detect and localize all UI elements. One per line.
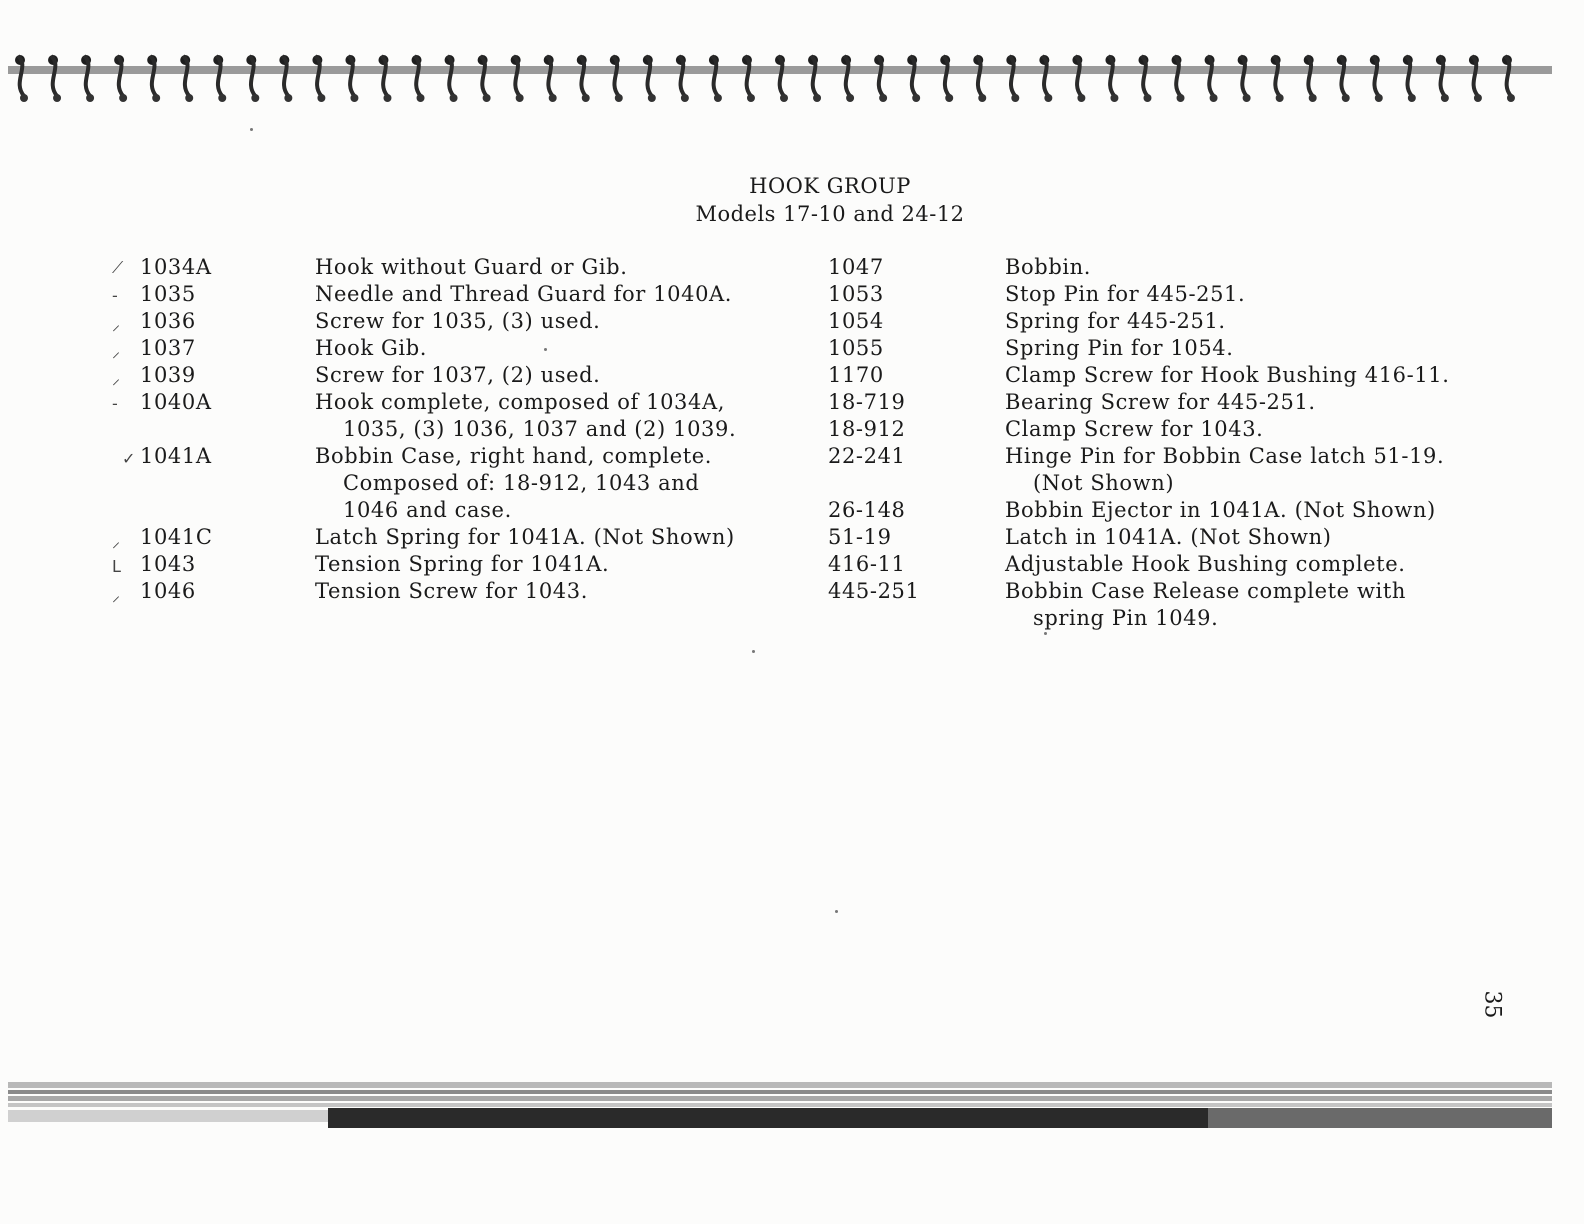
part-number: 26-148 [828, 498, 906, 522]
spiral-coil [643, 55, 656, 102]
part-number: 1170 [828, 363, 884, 387]
spiral-coil [973, 55, 986, 102]
spiral-coil [775, 55, 788, 102]
part-description: Hook Gib. [315, 336, 428, 360]
spiral-coil [709, 55, 722, 102]
part-description: Bearing Screw for 445-251. [1005, 390, 1316, 414]
check-mark-icon: ⸝ [112, 586, 121, 605]
part-number: 1040A [140, 390, 212, 414]
part-number: 18-912 [828, 417, 906, 441]
dash-mark-icon: - [112, 394, 118, 413]
part-number: 51-19 [828, 525, 892, 549]
spiral-coil [874, 55, 887, 102]
part-description: Spring Pin for 1054. [1005, 336, 1234, 360]
spiral-coil [1138, 55, 1151, 102]
left-part-numbers [140, 254, 300, 605]
spiral-coil [808, 55, 821, 102]
part-description: Bobbin Case Release complete with [1005, 579, 1407, 603]
part-description: Tension Spring for 1041A. [315, 552, 610, 576]
spiral-coil [81, 55, 94, 102]
page-number: 35 [1479, 990, 1505, 1019]
part-number: 1041A [140, 444, 212, 468]
check-mark-icon: ⸝ [112, 342, 121, 361]
part-description: Adjustable Hook Bushing complete. [1005, 552, 1406, 576]
page-title: HOOK GROUP [749, 174, 911, 198]
part-description: Screw for 1037, (2) used. [315, 363, 601, 387]
part-description: Clamp Screw for 1043. [1005, 417, 1264, 441]
spiral-coil [940, 55, 953, 102]
spiral-coil [1370, 55, 1383, 102]
left-part-descriptions [315, 254, 805, 605]
part-description: Bobbin Ejector in 1041A. (Not Shown) [1005, 498, 1436, 522]
part-description: Needle and Thread Guard for 1040A. [315, 282, 733, 306]
spiral-coil [1469, 55, 1482, 102]
check-mark-icon: ✓ [122, 449, 136, 468]
check-mark-icon: ⸝ [112, 369, 121, 388]
spiral-coil [1039, 55, 1052, 102]
spiral-coil [511, 55, 524, 102]
spiral-coil [213, 55, 226, 102]
part-description-continued: Composed of: 18-912, 1043 and [343, 471, 700, 495]
spiral-coil [1337, 55, 1350, 102]
part-number: 445-251 [828, 579, 920, 603]
spiral-coil [412, 55, 425, 102]
right-part-descriptions [1005, 254, 1545, 632]
part-number: 18-719 [828, 390, 906, 414]
check-mark-icon: ᒪ [112, 557, 121, 576]
part-description: Hook complete, composed of 1034A, [315, 390, 726, 414]
spiral-coil [544, 55, 557, 102]
spiral-coil [15, 55, 28, 102]
part-description: Bobbin Case, right hand, complete. [315, 444, 713, 468]
spiral-coil [1205, 55, 1218, 102]
spiral-binding [8, 40, 1552, 110]
part-number: 1055 [828, 336, 884, 360]
part-number: 1043 [140, 552, 196, 576]
part-number: 1041C [140, 525, 213, 549]
spiral-coil [676, 55, 689, 102]
right-part-numbers [828, 254, 988, 605]
check-mark-icon: ⸝ [112, 532, 121, 551]
scan-speck [544, 348, 547, 351]
check-mark-icon: ⸝ [112, 315, 121, 334]
spiral-coil [1436, 55, 1449, 102]
spiral-coil [478, 55, 491, 102]
scan-speck [1044, 632, 1047, 635]
spiral-coil [114, 55, 127, 102]
part-description: Screw for 1035, (3) used. [315, 309, 601, 333]
spiral-coil [445, 55, 458, 102]
part-number: 416-11 [828, 552, 906, 576]
part-number: 1053 [828, 282, 884, 306]
part-number: 1047 [828, 255, 884, 279]
spiral-coil [907, 55, 920, 102]
spiral-coil [1403, 55, 1416, 102]
spiral-coil [180, 55, 193, 102]
part-description-continued: 1035, (3) 1036, 1037 and (2) 1039. [343, 417, 737, 441]
spiral-coil [841, 55, 854, 102]
spiral-coil [610, 55, 623, 102]
spiral-coil [1172, 55, 1185, 102]
part-description: Bobbin. [1005, 255, 1092, 279]
spiral-coil [312, 55, 325, 102]
spiral-coil [279, 55, 292, 102]
part-description: Latch Spring for 1041A. (Not Shown) [315, 525, 735, 549]
spiral-coil [742, 55, 755, 102]
spiral-coil [345, 55, 358, 102]
bottom-page-edge [8, 1080, 1552, 1130]
part-description: Latch in 1041A. (Not Shown) [1005, 525, 1332, 549]
spiral-coil [147, 55, 160, 102]
spiral-coil [1072, 55, 1085, 102]
title-block [0, 172, 1584, 228]
spiral-coil [1238, 55, 1251, 102]
spiral-coil [1105, 55, 1118, 102]
part-number: 1035 [140, 282, 196, 306]
page-subtitle: Models 17-10 and 24-12 [695, 202, 965, 226]
spiral-coil [1502, 55, 1515, 102]
spiral-coil [1271, 55, 1284, 102]
part-description-continued: 1046 and case. [343, 498, 512, 522]
part-number: 1034A [140, 255, 212, 279]
part-description: Spring for 445-251. [1005, 309, 1226, 333]
dash-mark-icon: - [112, 286, 118, 305]
spiral-coil [48, 55, 61, 102]
part-number: 1046 [140, 579, 196, 603]
part-description: Hinge Pin for Bobbin Case latch 51-19. [1005, 444, 1445, 468]
part-number: 1054 [828, 309, 884, 333]
part-number: 1036 [140, 309, 196, 333]
part-description: Clamp Screw for Hook Bushing 416-11. [1005, 363, 1450, 387]
part-number: 1037 [140, 336, 196, 360]
spiral-coil [246, 55, 259, 102]
spiral-coil [577, 55, 590, 102]
part-description: Stop Pin for 445-251. [1005, 282, 1246, 306]
part-number: 22-241 [828, 444, 906, 468]
part-description: Hook without Guard or Gib. [315, 255, 628, 279]
part-number: 1039 [140, 363, 196, 387]
check-mark-icon: ⟋ [112, 258, 124, 277]
spiral-coil [1304, 55, 1317, 102]
spiral-coil [1006, 55, 1019, 102]
part-description-continued: (Not Shown) [1033, 471, 1175, 495]
scan-speck [250, 128, 253, 131]
scan-speck [752, 650, 755, 653]
spiral-coil [378, 55, 391, 102]
part-description: Tension Screw for 1043. [315, 579, 588, 603]
part-description-continued: spring Pin 1049. [1033, 606, 1219, 630]
scan-speck [835, 910, 838, 913]
